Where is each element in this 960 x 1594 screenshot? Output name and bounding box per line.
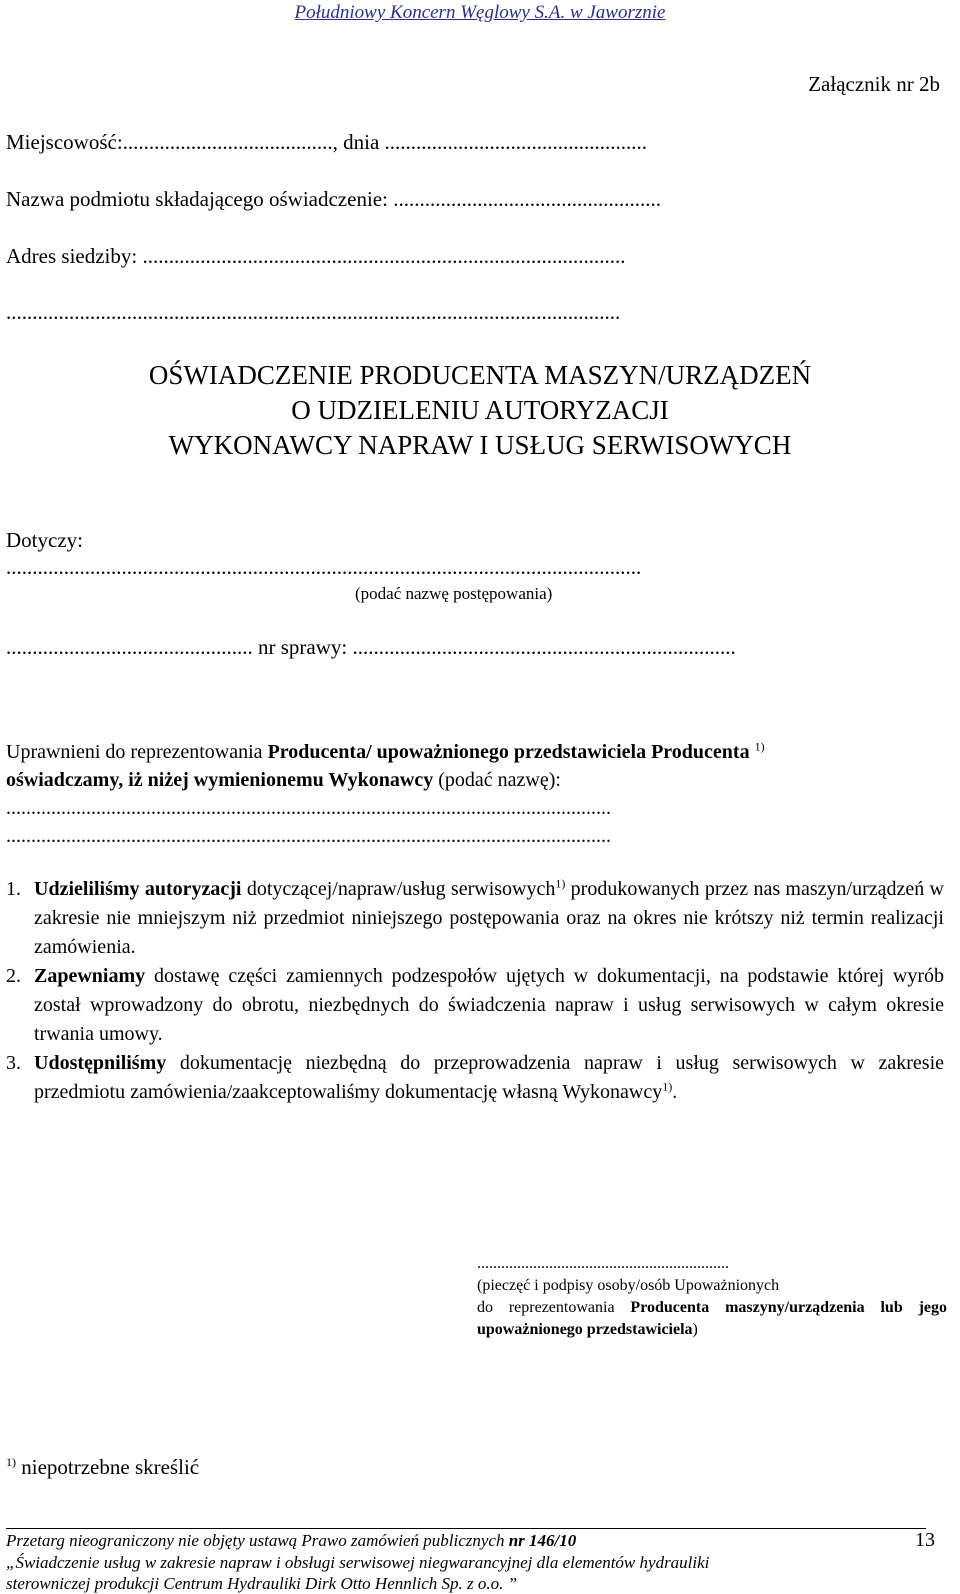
signature-block bbox=[477, 1253, 947, 1341]
intro-bold-producer: Producenta/ upoważnionego przedstawiciela Producenta bbox=[267, 741, 750, 763]
contractor-dots-2: ......................................................................................................................... bbox=[6, 825, 611, 847]
annex-label: Załącznik nr 2b bbox=[808, 72, 940, 96]
footer-line-3: sterowniczej produkcji Centrum Hydrauliki Dirk Otto Hennlich Sp. z o.o. ” bbox=[6, 1574, 518, 1593]
list-item: 3. Udostępniliśmy dokumentację niezbędną do przeprowadzenia napraw i usług serwisowych w zakresie przedmiotu zamówienia/zaakceptowaliśmy dokumentację własną Wykonawcy$^{1)}$. bbox=[6, 1052, 944, 1103]
signature-caption-2: do reprezentowania Producenta maszyny/urządzenia lub jego upoważnionego przedstawiciela) bbox=[477, 1299, 948, 1338]
intro-paragraph: Uprawnieni do reprezentowania Producenta/ upoważnionego przedstawiciela Producenta $^{1)}$ oświadczamy, iż niżej wymienionemu Wykonawcy (podać nazwę): ......................................................................................................................... ......................................................................................................................... bbox=[6, 739, 765, 847]
title-line-2: O UDZIELENIU AUTORYZACJI bbox=[291, 395, 669, 425]
place-date-field: Miejscowość:........................................, dnia .................................................. bbox=[6, 130, 648, 154]
case-number-row bbox=[6, 635, 736, 660]
page-header-company: Południowy Koncern Węglowy S.A. w Jaworznie bbox=[294, 2, 666, 23]
case-dots-left: ............................................... bbox=[6, 635, 253, 659]
footer-divider bbox=[6, 1528, 926, 1529]
concerns-dots: ......................................................................................................................... bbox=[6, 555, 642, 579]
signature-dots: ............................................................... bbox=[477, 1255, 729, 1272]
document-title bbox=[0, 358, 960, 463]
entity-name-field: Nazwa podmiotu składającego oświadczenie: ................................................... bbox=[6, 187, 661, 211]
contractor-dots-1: ......................................................................................................................... bbox=[6, 797, 611, 819]
title-line-3: WYKONAWCY NAPRAW I USŁUG SERWISOWYCH bbox=[168, 430, 792, 460]
intro-bold-statement: oświadczamy, iż niżej wymienionemu Wykonawcy bbox=[6, 769, 434, 791]
page-number: 13 bbox=[915, 1529, 935, 1551]
title-line-1: OŚWIADCZENIE PRODUCENTA MASZYN/URZĄDZEŃ bbox=[148, 360, 812, 390]
list-item: 2. Zapewniamy dostawę części zamiennych podzespołów ujętych w dokumentacji, na podstawie której wyrób został wprowadzony do obrotu, niezbędnych do świadczenia napraw i usług serwisowych w całym okresie trwania umowy. bbox=[6, 965, 944, 1045]
statement-list bbox=[6, 875, 944, 1107]
footnote: $^{1)}$ niepotrzebne skreślić bbox=[6, 1455, 200, 1479]
concerns-hint: (podać nazwę postępowania) bbox=[355, 584, 553, 603]
address-field: Adres siedziby: ............................................................................................ bbox=[6, 244, 626, 268]
signature-caption-1: (pieczęć i podpisy osoby/osób Upoważnionych bbox=[477, 1277, 780, 1294]
list-item: 1. Udzieliliśmy autoryzacji dotyczącej/napraw/usług serwisowych$^{1)}$ produkowanych przez nas maszyn/urządzeń w zakresie nie mniejszym niż przedmiot niniejszego postępowania oraz na okres nie krótszy niż termin realizacji zamówienia. bbox=[6, 876, 944, 958]
case-number-label: nr sprawy: bbox=[258, 635, 348, 659]
address-continuation: ..................................................................................................................... bbox=[6, 300, 621, 324]
case-dots-right: ......................................................................... bbox=[352, 635, 736, 659]
footer-line-1: Przetarg nieograniczony nie objęty ustawą Prawo zamówień publicznych nr 146/10 bbox=[6, 1531, 577, 1550]
concerns-label: Dotyczy: bbox=[6, 528, 83, 552]
footer-line-2: „Świadczenie usług w zakresie napraw i obsługi serwisowej niegwarancyjnej dla elementów hydrauliki bbox=[6, 1553, 710, 1572]
